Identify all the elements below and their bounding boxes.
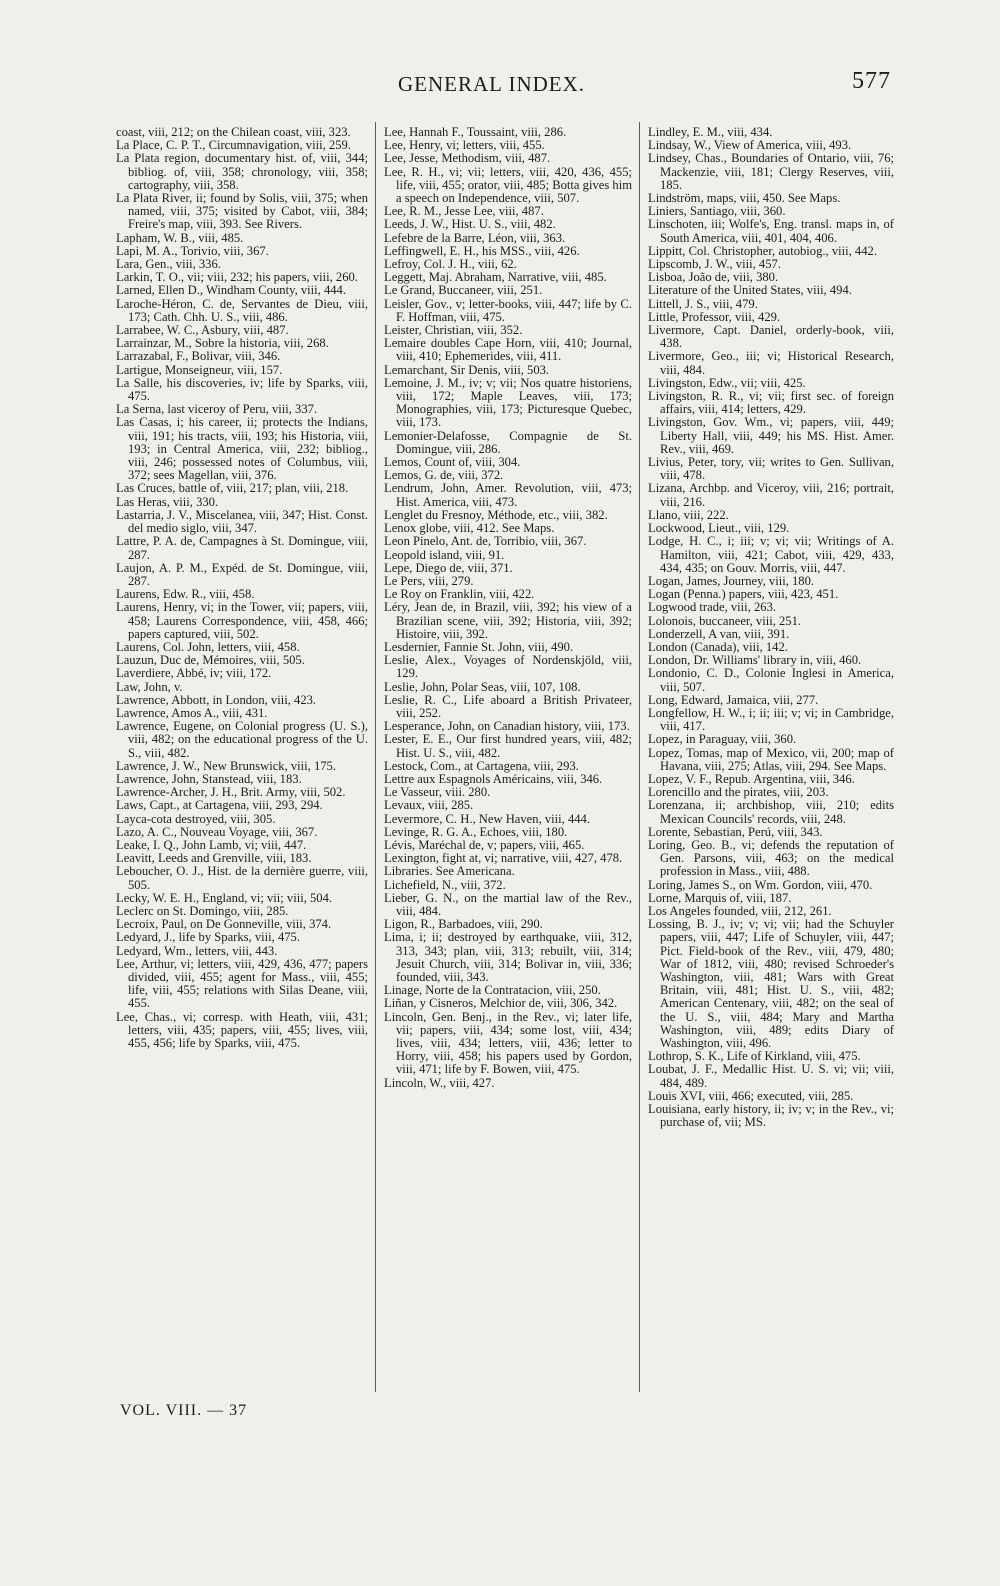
index-entry: Larned, Ellen D., Windham County, viii, 444. — [116, 283, 346, 298]
index-entry: Laurens, Henry, vi; in the Tower, vii; papers, viii, 458; Laurens Correspondence, viii, 458, 466; papers captured, viii, 502. — [116, 600, 368, 641]
index-entry: La Serna, last viceroy of Peru, viii, 337. — [116, 402, 318, 417]
index-entry: Lapham, W. B., viii, 485. — [116, 230, 244, 245]
index-entry: Las Heras, viii, 330. — [116, 494, 219, 509]
index-entry: Le Roy on Franklin, viii, 422. — [384, 587, 535, 602]
index-entry: Lazo, A. C., Nouveau Voyage, viii, 367. — [116, 824, 318, 839]
index-entry: Lee, Arthur, vi; letters, viii, 429, 436, 477; papers divided, viii, 455; agent for Mass., viii, 455; life, viii, 455; relations with Silas Deane, viii, 455. — [116, 956, 368, 1011]
index-entry: London, Dr. Williams' library in, viii, 460. — [648, 653, 862, 668]
index-entry: Lemaire doubles Cape Horn, viii, 410; Journal, viii, 410; Ephemerides, viii, 411. — [384, 336, 632, 364]
index-entry: Lisboa, João de, viii, 380. — [648, 270, 779, 285]
index-entry: Libraries. See Americana. — [384, 864, 515, 879]
index-entry: Liniers, Santiago, viii, 360. — [648, 204, 786, 219]
index-entry: Longfellow, H. W., i; ii; iii; v; vi; in Cambridge, viii, 417. — [648, 705, 894, 734]
index-entry: Lemos, G. de, viii, 372. — [384, 468, 504, 483]
page-title: GENERAL INDEX. — [398, 72, 586, 96]
index-entry: Lolonois, buccaneer, viii, 251. — [648, 613, 802, 628]
index-entry: Linage, Norte de la Contratacion, viii, 250. — [384, 983, 601, 998]
index-entry: Larrazabal, F., Bolivar, viii, 346. — [116, 349, 281, 364]
index-entry: Levermore, C. H., New Haven, viii, 444. — [384, 811, 590, 826]
index-entry: Lemos, Count of, viii, 304. — [384, 455, 521, 470]
index-entry: Livingston, Gov. Wm., vi; papers, viii, 449; Liberty Hall, viii, 449; his MS. Hist. Amer. Rev., viii, 469. — [648, 415, 894, 456]
index-entry: Lopez, in Paraguay, viii, 360. — [648, 732, 797, 747]
index-entry: Lorenzana, ii; archbishop, viii, 210; edits Mexican Councils' records, viii, 248. — [648, 798, 894, 826]
index-entry: Lipscomb, J. W., viii, 457. — [648, 257, 781, 272]
index-entry: Lee, Jesse, Methodism, viii, 487. — [384, 151, 551, 166]
column-divider — [375, 122, 376, 1392]
index-entry: Laurens, Col. John, letters, viii, 458. — [116, 639, 300, 654]
index-entry: Leisler, Gov., v; letter-books, viii, 447; life by C. F. Hoffman, viii, 475. — [384, 296, 632, 324]
index-entry: Levaux, viii, 285. — [384, 798, 474, 813]
index-entry: Lecroix, Paul, on De Gonneville, viii, 374. — [116, 917, 332, 932]
index-entry: La Plata River, ii; found by Solis, viii, 375; when named, viii, 375; visited by Cabot, viii, 384; Freire's map, viii, 393. See Rivers. — [116, 191, 368, 232]
index-entry: Lastarria, J. V., Miscelanea, viii, 347; Hist. Const. del medio siglo, viii, 347. — [116, 507, 368, 536]
index-column-1 — [116, 126, 368, 1050]
index-entry: Lothrop, S. K., Life of Kirkland, viii, 475. — [648, 1049, 861, 1064]
index-entry: Lee, R. M., Jesse Lee, viii, 487. — [384, 204, 544, 219]
index-entry: Levinge, R. G. A., Echoes, viii, 180. — [384, 824, 568, 839]
index-entry: Londonio, C. D., Colonie Inglesi in America, viii, 507. — [648, 666, 894, 694]
index-entry: Lichefield, N., viii, 372. — [384, 877, 506, 892]
index-entry: Lestock, Com., at Cartagena, viii, 293. — [384, 758, 579, 773]
index-entry: Lemarchant, Sir Denis, viii, 503. — [384, 362, 550, 377]
index-entry: Lawrence, Abbott, in London, viii, 423. — [116, 692, 317, 707]
index-entry: Lester, E. E., Our first hundred years, viii, 482; Hist. U. S., viii, 482. — [384, 732, 632, 760]
index-entry: Lemonier-Delafosse, Compagnie de St. Domingue, viii, 286. — [384, 428, 632, 456]
index-entry: Lorente, Sebastian, Perú, viii, 343. — [648, 824, 823, 839]
index-entry: Lefroy, Col. J. H., viii, 62. — [384, 257, 517, 272]
index-entry: Lara, Gen., viii, 336. — [116, 257, 221, 272]
index-entry: coast, viii, 212; on the Chilean coast, viii, 323. — [116, 125, 351, 139]
index-entry: Lesperance, John, on Canadian history, viii, 173. — [384, 719, 630, 734]
index-entry: Leboucher, O. J., Hist. de la dernière guerre, viii, 505. — [116, 864, 368, 892]
index-entry: Logan, James, Journey, viii, 180. — [648, 573, 815, 588]
index-entry: Loubat, J. F., Medallic Hist. U. S. vi; vii; viii, 484, 489. — [648, 1062, 894, 1090]
index-entry: Lettre aux Espagnols Américains, viii, 346. — [384, 771, 603, 786]
index-entry: Louisiana, early history, ii; iv; v; in the Rev., vi; purchase of, vii; MS. — [648, 1102, 894, 1130]
index-entry: Livingston, Edw., vii; viii, 425. — [648, 375, 806, 390]
index-entry: Las Casas, i; his career, ii; protects the Indians, viii, 191; his tracts, viii, 193; his Historia, viii, 193; in Central America, viii, 232; bibliog., viii, 246; possessed notes of Columbus, viii, 372; sees Magellan, viii, 376. — [116, 415, 368, 483]
index-entry: Lenox globe, viii, 412. See Maps. — [384, 521, 555, 536]
index-entry: Leister, Christian, viii, 352. — [384, 323, 523, 338]
index-entry: Lenglet du Fresnoy, Méthode, etc., viii, 382. — [384, 507, 608, 522]
index-entry: Los Angeles founded, viii, 212, 261. — [648, 903, 832, 918]
index-entry: Logwood trade, viii, 263. — [648, 600, 777, 615]
index-entry: Ledyard, J., life by Sparks, viii, 475. — [116, 930, 300, 945]
index-entry: Leslie, John, Polar Seas, viii, 107, 108. — [384, 679, 581, 694]
index-entry: La Place, C. P. T., Circumnavigation, viii, 259. — [116, 138, 351, 153]
index-entry: Lee, Chas., vi; corresp. with Heath, viii, 431; letters, viii, 435; papers, viii, 455; lives, viii, 455, 456; life by Sparks, viii, 475. — [116, 1009, 368, 1051]
index-entry: Leake, I. Q., John Lamb, vi; viii, 447. — [116, 837, 307, 852]
index-entry: Layca-cota destroyed, viii, 305. — [116, 811, 276, 826]
index-entry: Lincoln, W., viii, 427. — [384, 1075, 495, 1090]
index-entry: Livingston, R. R., vi; vii; first sec. of foreign affairs, viii, 414; letters, 429. — [648, 389, 894, 417]
index-entry: Lima, i; ii; destroyed by earthquake, viii, 312, 313, 343; plan, viii, 313; rebuilt, viii, 314; Jesuit Church, viii, 314; Bolivar in, viii, 336; founded, viii, 343. — [384, 930, 632, 984]
index-entry: Lefebre de la Barre, Léon, viii, 363. — [384, 230, 566, 245]
index-entry: Lopez, Tomas, map of Mexico, vii, 200; map of Havana, viii, 275; Atlas, viii, 294. See Maps. — [648, 745, 894, 773]
index-entry: Lodge, H. C., i; iii; v; vi; vii; Writings of A. Hamilton, viii, 421; Cabot, viii, 429, 433, 434, 435; on Gouv. Morris, viii, 447. — [648, 534, 894, 575]
index-entry: Lee, Hannah F., Toussaint, viii, 286. — [384, 125, 567, 139]
index-entry: Lauzun, Duc de, Mémoires, viii, 505. — [116, 653, 305, 668]
index-entry: Lee, R. H., vi; vii; letters, viii, 420, 436, 455; life, viii, 455; orator, viii, 485; Botta gives him a speech on Independence, viii, 507. — [384, 164, 632, 206]
index-entry: Long, Edward, Jamaica, viii, 277. — [648, 692, 819, 707]
page-number: 577 — [852, 68, 891, 94]
index-entry: Laurens, Edw. R., viii, 458. — [116, 587, 255, 602]
index-entry: Leslie, Alex., Voyages of Nordenskjöld, viii, 129. — [384, 653, 632, 681]
index-entry: Lincoln, Gen. Benj., in the Rev., vi; later life, vii; papers, viii, 434; some lost, viii, 434; lives, viii, 434; letters, viii, 436; letter to Horry, viii, 458; his papers used by Gordon, viii, 471; life by F. Bowen, viii, 475. — [384, 1009, 632, 1077]
index-entry: Lindsay, W., View of America, viii, 493. — [648, 138, 852, 153]
index-entry: Laroche-Héron, C. de, Servantes de Dieu, viii, 173; Cath. Chh. U. S., viii, 486. — [116, 296, 368, 324]
index-entry: Lockwood, Lieut., viii, 129. — [648, 521, 790, 536]
index-entry: Lévis, Maréchal de, v; papers, viii, 465. — [384, 837, 585, 852]
index-entry: Lorencillo and the pirates, viii, 203. — [648, 785, 829, 800]
index-entry: Lawrence, Eugene, on Colonial progress (U. S.), viii, 482; on the educational progress of the U. S., viii, 482. — [116, 719, 368, 760]
index-entry: Le Pers, viii, 279. — [384, 573, 474, 588]
page-header — [0, 68, 1000, 106]
index-entry: Lartigue, Monseigneur, viii, 157. — [116, 362, 283, 377]
index-entry: Loring, James S., on Wm. Gordon, viii, 470. — [648, 877, 873, 892]
index-entry: Literature of the United States, viii, 494. — [648, 283, 852, 298]
index-entry: Livermore, Geo., iii; vi; Historical Research, viii, 484. — [648, 349, 894, 377]
index-entry: Lawrence-Archer, J. H., Brit. Army, viii, 502. — [116, 785, 346, 800]
index-entry: Larrainzar, M., Sobre la historia, viii, 268. — [116, 336, 329, 351]
signature-mark: VOL. VIII. — 37 — [120, 1402, 248, 1419]
index-entry: Leffingwell, E. H., his MSS., viii, 426. — [384, 243, 580, 258]
index-entry: Leavitt, Leeds and Grenville, viii, 183. — [116, 851, 312, 866]
index-entry: Loring, Geo. B., vi; defends the reputation of Gen. Parsons, viii, 463; on the medical profession in Mass., viii, 488. — [648, 837, 894, 879]
index-entry: Lawrence, Amos A., viii, 431. — [116, 705, 268, 720]
index-entry: Laverdiere, Abbé, iv; viii, 172. — [116, 666, 272, 681]
index-entry: Londerzell, A van, viii, 391. — [648, 626, 790, 641]
index-entry: Lattre, P. A. de, Campagnes à St. Domingue, viii, 287. — [116, 534, 368, 562]
index-entry: Lendrum, John, Amer. Revolution, viii, 473; Hist. America, viii, 473. — [384, 481, 632, 509]
index-entry: Larkin, T. O., vii; viii, 232; his papers, viii, 260. — [116, 270, 358, 285]
index-entry: Lindsey, Chas., Boundaries of Ontario, viii, 76; Mackenzie, viii, 181; Clergy Reserves, viii, 185. — [648, 151, 894, 192]
index-entry: Law, John, v. — [116, 679, 183, 694]
index-entry: Leon Pinelo, Ant. de, Torribio, viii, 367. — [384, 534, 587, 549]
index-entry: Lepe, Diego de, viii, 371. — [384, 560, 513, 575]
index-entry: Lecky, W. E. H., England, vi; vii; viii, 504. — [116, 890, 333, 905]
index-entry: Lemoine, J. M., iv; v; vii; Nos quatre historiens, viii, 172; Maple Leaves, viii, 173; Monographies, viii, 173; Picturesque Quebec, viii, 173. — [384, 375, 632, 430]
index-entry: Leeds, J. W., Hist. U. S., viii, 482. — [384, 217, 556, 232]
index-entry: Livius, Peter, tory, vii; writes to Gen. Sullivan, viii, 478. — [648, 455, 894, 483]
index-entry: Linschoten, iii; Wolfe's, Eng. transl. maps in, of South America, viii, 401, 404, 406. — [648, 217, 894, 245]
index-entry: Ledyard, Wm., letters, viii, 443. — [116, 943, 278, 958]
index-entry: Little, Professor, viii, 429. — [648, 309, 781, 324]
index-entry: Leopold island, viii, 91. — [384, 547, 505, 562]
index-entry: Logan (Penna.) papers, viii, 423, 451. — [648, 587, 839, 602]
index-entry: Ligon, R., Barbadoes, viii, 290. — [384, 917, 543, 932]
index-entry: Lippitt, Col. Christopher, autobiog., viii, 442. — [648, 243, 877, 258]
index-entry: Louis XVI, viii, 466; executed, viii, 285. — [648, 1088, 854, 1103]
index-entry: Lawrence, John, Stanstead, viii, 183. — [116, 771, 302, 786]
index-entry: Leslie, R. C., Life aboard a British Privateer, viii, 252. — [384, 692, 632, 720]
column-divider — [639, 122, 640, 1392]
index-entry: Le Grand, Buccaneer, viii, 251. — [384, 283, 543, 298]
index-entry: La Plata region, documentary hist. of, viii, 344; bibliog. of, viii, 358; chronology, viii, 358; cartography, viii, 358. — [116, 151, 368, 192]
index-entry: Lapi, M. A., Torivio, viii, 367. — [116, 243, 269, 258]
index-entry: Lorne, Marquis of, viii, 187. — [648, 890, 792, 905]
index-entry: La Salle, his discoveries, iv; life by Sparks, viii, 475. — [116, 375, 368, 404]
index-entry: Lieber, G. N., on the martial law of the Rev., viii, 484. — [384, 890, 632, 918]
index-entry: Lindström, maps, viii, 450. See Maps. — [648, 191, 841, 206]
index-column-2 — [384, 126, 632, 1090]
index-entry: Le Vasseur, viii. 280. — [384, 785, 491, 800]
index-entry: Leclerc on St. Domingo, viii, 285. — [116, 903, 289, 918]
index-entry: Las Cruces, battle of, viii, 217; plan, viii, 218. — [116, 481, 349, 496]
index-entry: Léry, Jean de, in Brazil, viii, 392; his view of a Brazilian scene, viii, 392; Historia, viii, 392; Histoire, viii, 392. — [384, 600, 632, 641]
index-entry: Littell, J. S., viii, 479. — [648, 296, 758, 311]
index-entry: Lexington, fight at, vi; narrative, viii, 427, 478. — [384, 851, 623, 866]
index-entry: Lizana, Archbp. and Viceroy, viii, 216; portrait, viii, 216. — [648, 481, 894, 509]
index-column-3 — [648, 126, 894, 1129]
index-entry: Leggett, Maj. Abraham, Narrative, viii, 485. — [384, 270, 607, 285]
index-entry: Lossing, B. J., iv; v; vi; vii; had the Schuyler papers, viii, 447; Life of Schuyler, viii, 447; Pict. Field-book of the Rev., viii, 479, 480; War of 1812, viii, 480; revised Schroeder's Washington, viii, 481; Wars with Great Britain, viii, 481; Hist. U. S., viii, 482; American Centenary, viii, 482; on the seal of the U. S., viii, 484; Mary and Martha Washington, viii, 489; edits Diary of Washington, viii, 496. — [648, 917, 894, 1051]
index-entry: Laujon, A. P. M., Expéd. de St. Domingue, viii, 287. — [116, 560, 368, 588]
index-entry: Lopez, V. F., Repub. Argentina, viii, 346. — [648, 771, 855, 786]
index-entry: London (Canada), viii, 142. — [648, 639, 788, 654]
index-entry: Larrabee, W. C., Asbury, viii, 487. — [116, 323, 289, 338]
index-entry: Lesdernier, Fannie St. John, viii, 490. — [384, 639, 574, 654]
index-entry: Laws, Capt., at Cartagena, viii, 293, 294. — [116, 798, 323, 813]
index-entry: Lee, Henry, vi; letters, viii, 455. — [384, 138, 545, 153]
index-entry: Lawrence, J. W., New Brunswick, viii, 175. — [116, 758, 337, 773]
index-entry: Llano, viii, 222. — [648, 507, 729, 522]
index-entry: Livermore, Capt. Daniel, orderly-book, viii, 438. — [648, 323, 894, 351]
index-entry: Liñan, y Cisneros, Melchior de, viii, 306, 342. — [384, 996, 618, 1011]
index-entry: Lindley, E. M., viii, 434. — [648, 125, 773, 139]
